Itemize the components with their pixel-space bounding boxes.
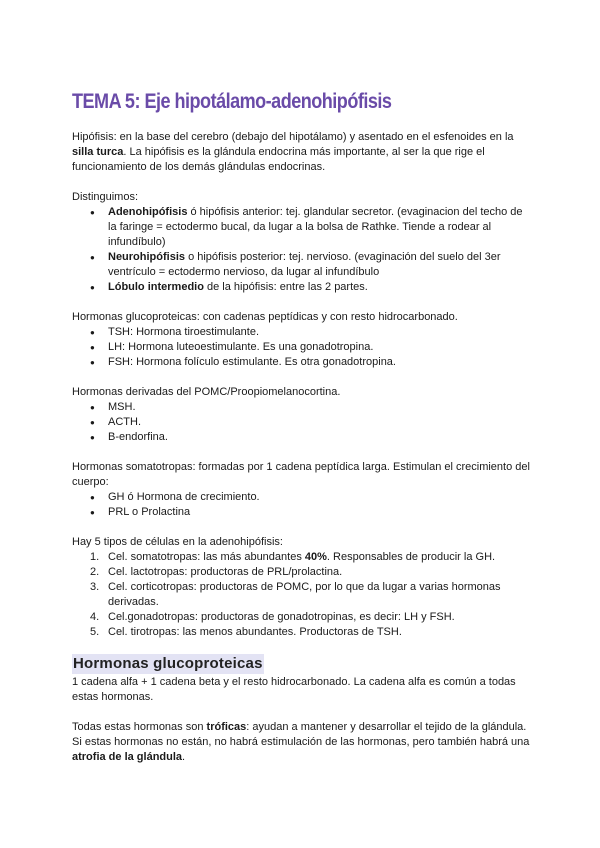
section2-paragraph-2 (72, 720, 532, 765)
list-number: 1. (90, 551, 100, 563)
list-item (72, 550, 532, 565)
section2-paragraph-1: 1 cadena alfa + 1 cadena beta y el resto hidrocarbonado. La cadena alfa es común a todas estas hormonas. (72, 676, 516, 703)
list-item: ● MSH. (72, 400, 532, 415)
somatotropas-list (72, 490, 532, 520)
pomc-list (72, 400, 532, 445)
item-text: ó hipófisis anterior: tej. glandular secretor. (evaginacion del techo de la faringe = ectodermo bucal, da lugar a la bolsa de Rathke. Tiende a rodear al infundíbulo) (108, 206, 523, 248)
list-number: 3. (90, 581, 100, 593)
list-item: ● GH ó Hormona de crecimiento. (72, 490, 532, 505)
celulas-list (72, 550, 532, 640)
glucoproteicas-heading: Hormonas glucoproteicas: con cadenas peptídicas y con resto hidrocarbonado. (72, 311, 458, 323)
list-item: ● LH: Hormona luteoestimulante. Es una gonadotropina. (72, 340, 532, 355)
item-text: Cel. tirotropas: las menos abundantes. Productoras de TSH. (108, 626, 402, 638)
list-item: ● ACTH. (72, 415, 532, 430)
glucoproteicas-list (72, 325, 532, 370)
list-item: ● TSH: Hormona tiroestimulante. (72, 325, 532, 340)
list-item (72, 565, 532, 580)
item-text: de la hipófisis: entre las 2 partes. (203, 281, 368, 293)
item-text: Cel. somatotropas: las más abundantes (108, 551, 305, 563)
somatotropas-heading: Hormonas somatotropas: formadas por 1 cadena peptídica larga. Estimulan el crecimiento del cuerpo: (72, 461, 530, 488)
celulas-heading: Hay 5 tipos de células en la adenohipófisis: (72, 536, 283, 548)
item-text: o hipófisis posterior: tej. nervioso. (evaginación del suelo del 3er ventrículo = ectodermo nervioso, da lugar al infundíbulo (108, 251, 501, 278)
list-item (72, 280, 532, 295)
intro-bold: silla turca (72, 146, 124, 158)
list-item (72, 625, 532, 640)
pomc-heading: Hormonas derivadas del POMC/Proopiomelanocortina. (72, 386, 341, 398)
list-item (72, 610, 532, 625)
p2-bold-2: atrofia de la glándula (72, 751, 183, 763)
item-bold: Neurohipófisis (108, 251, 186, 263)
distinguimos-list (72, 205, 532, 295)
p2-text-end: . (182, 751, 186, 763)
list-item: ● PRL o Prolactina (72, 505, 532, 520)
item-text: Cel.gonadotropas: productoras de gonadotropinas, es decir: LH y FSH. (108, 611, 455, 623)
list-item (72, 580, 532, 610)
intro-text: Hipófisis: en la base del cerebro (debajo del hipotálamo) y asentado en el esfenoides en la (72, 131, 514, 143)
p2-bold-1: tróficas (206, 721, 247, 733)
item-text: Cel. lactotropas: productoras de PRL/prolactina. (108, 566, 343, 578)
intro-paragraph (72, 130, 532, 175)
item-bold: 40% (304, 551, 327, 563)
list-item: ● FSH: Hormona folículo estimulante. Es otra gonadotropina. (72, 355, 532, 370)
distinguimos-heading: Distinguimos: (72, 191, 139, 203)
document-title: TEMA 5: Eje hipotálamo-adenohipófisis (72, 90, 392, 113)
document-page (72, 88, 532, 765)
p2-text: Todas estas hormonas son (72, 721, 207, 733)
item-bold: Adenohipófisis (108, 206, 188, 218)
intro-text-end: . La hipófisis es la glándula endocrina más importante, al ser la que rige el funcionamiento de los demás glándulas endocrinas. (72, 146, 485, 173)
item-bold: Lóbulo intermedio (108, 281, 204, 293)
p2-text-mid: : ayudan a mantener y desarrollar el tejido de la glándula. Si estas hormonas no están, no habrá estimulación de las hormonas, pero también habrá una (72, 721, 530, 748)
list-number: 2. (90, 566, 100, 578)
section-heading: Hormonas glucoproteicas (73, 655, 263, 672)
list-item (72, 250, 532, 280)
item-text: Cel. corticotropas: productoras de POMC, por lo que da lugar a varias hormonas derivadas. (108, 581, 501, 608)
list-number: 5. (90, 626, 100, 638)
list-item: ● B-endorfina. (72, 430, 532, 445)
list-item (72, 205, 532, 250)
list-number: 4. (90, 611, 100, 623)
item-text-end: . Responsables de producir la GH. (326, 551, 496, 563)
